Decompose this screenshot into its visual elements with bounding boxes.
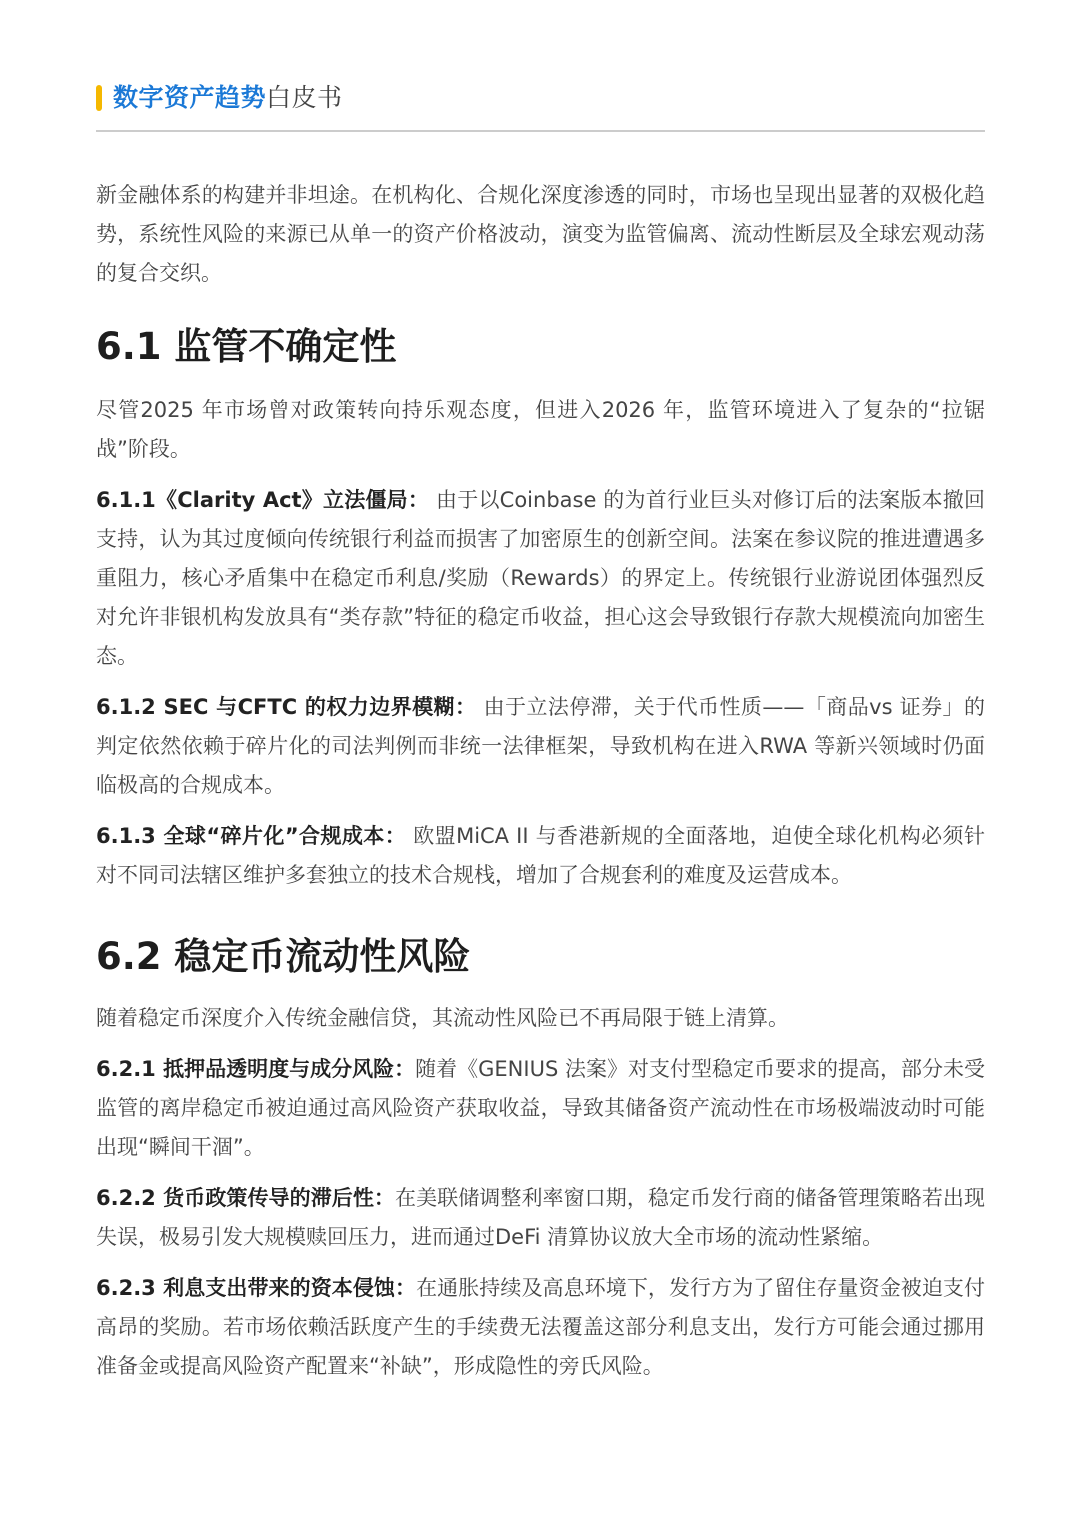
subsection-6-1-3 <box>96 817 985 895</box>
document-header <box>96 82 985 114</box>
section-heading-6-2: 6.2 稳定币流动性风险 <box>96 935 471 978</box>
section-heading-6-1: 6.1 监管不确定性 <box>96 325 397 368</box>
header-accent-bar <box>96 85 102 111</box>
intro-paragraph: 新金融体系的构建并非坦途。在机构化、合规化深度渗透的同时，市场也呈现出显著的双极化趋势，系统性风险的来源已从单一的资产价格波动，演变为监管偏离、流动性断层及全球宏观动荡的复合交织。 <box>96 183 985 285</box>
subsection-6-2-2 <box>96 1179 985 1257</box>
subsection-label: 6.2.3 利息支出带来的资本侵蚀： <box>96 1276 417 1300</box>
document-title <box>113 82 343 114</box>
subsection-label: 6.2.2 货币政策传导的滞后性： <box>96 1186 395 1210</box>
document-body <box>96 176 985 1398</box>
subsection-text: 在通胀持续及高息环境下，发行方为了留住存量资金被迫支付高昂的奖励。若市场依赖活跃度产生的手续费无法覆盖这部分利息支出，发行方可能会通过挪用准备金或提高风险资产配置来“补缺”，形成隐性的旁氏风险。 <box>96 1276 986 1378</box>
subsection-text: 欧盟MiCA II 与香港新规的全面落地，迫使全球化机构必须针对不同司法辖区维护多套独立的技术合规栈，增加了合规套利的难度及运营成本。 <box>96 824 985 887</box>
subsection-6-1-2 <box>96 688 985 805</box>
subsection-text: 由于立法停滞，关于代币性质——「商品vs 证券」的判定依然依赖于碎片化的司法判例而非统一法律框架，导致机构在进入RWA 等新兴领域时仍面临极高的合规成本。 <box>96 695 985 797</box>
document-title-accent: 数字资产趋势 <box>113 83 267 112</box>
subsection-label: 6.2.1 抵押品透明度与成分风险： <box>96 1057 416 1081</box>
subsection-text: 在美联储调整利率窗口期，稳定币发行商的储备管理策略若出现失误，极易引发大规模赎回压力，进而通过DeFi 清算协议放大全市场的流动性紧缩。 <box>96 1186 985 1249</box>
subsection-text: 随着《GENIUS 法案》对支付型稳定币要求的提高，部分未受监管的离岸稳定币被迫通过高风险资产获取收益，导致其储备资产流动性在市场极端波动时可能出现“瞬间干涸”。 <box>96 1057 985 1159</box>
section-6-2-lead: 随着稳定币深度介入传统金融信贷，其流动性风险已不再局限于链上清算。 <box>96 1006 789 1030</box>
subsection-label: 6.1.2 SEC 与CFTC 的权力边界模糊： <box>96 695 477 719</box>
subsection-label: 6.1.1《Clarity Act》立法僵局： <box>96 488 430 512</box>
subsection-label: 6.1.3 全球“碎片化”合规成本： <box>96 824 407 848</box>
subsection-6-2-1 <box>96 1050 985 1167</box>
subsection-6-1-1 <box>96 481 985 676</box>
subsection-6-2-3 <box>96 1269 985 1386</box>
header-divider <box>96 130 985 132</box>
document-title-rest: 白皮书 <box>266 83 343 112</box>
subsection-text: 由于以Coinbase 的为首行业巨头对修订后的法案版本撤回支持，认为其过度倾向传统银行利益而损害了加密原生的创新空间。法案在参议院的推进遭遇多重阻力，核心矛盾集中在稳定币利息/奖励（Rewards）的界定上。传统银行业游说团体强烈反对允许非银机构发放具有“类存款”特征的稳定币收益，担心这会导致银行存款大规模流向加密生态。 <box>96 488 986 668</box>
section-6-1-lead: 尽管2025 年市场曾对政策转向持乐观态度，但进入2026 年，监管环境进入了复杂的“拉锯战”阶段。 <box>96 398 985 461</box>
